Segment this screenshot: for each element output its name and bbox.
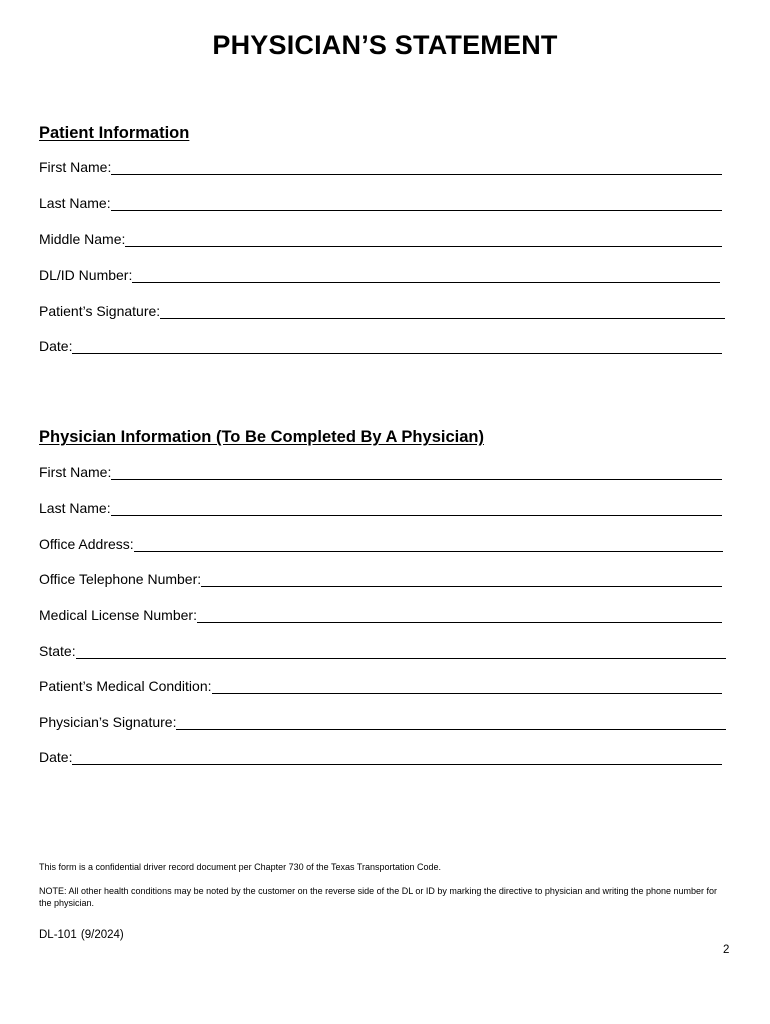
patient-middle-name-label: Middle Name: <box>39 231 126 247</box>
patient-last-name-field <box>39 195 722 211</box>
office-address-field <box>39 536 723 552</box>
physician-last-name-field <box>39 500 722 516</box>
medical-license-number-field <box>39 607 722 623</box>
patient-medical-condition-input[interactable] <box>212 679 722 694</box>
physician-last-name-input[interactable] <box>111 501 722 516</box>
patient-medical-condition-field <box>39 678 722 694</box>
patient-signature-label: Patient’s Signature: <box>39 303 161 319</box>
medical-license-number-label: Medical License Number: <box>39 607 197 623</box>
patient-dl-id-number-field <box>39 267 720 283</box>
physician-first-name-label: First Name: <box>39 464 112 480</box>
patient-dl-id-number-input[interactable] <box>132 268 720 283</box>
physician-signature-label: Physician’s Signature: <box>39 714 177 730</box>
page-title: PHYSICIAN’S STATEMENT <box>212 30 558 60</box>
physician-date-label: Date: <box>39 749 73 765</box>
patient-first-name-input[interactable] <box>111 160 722 175</box>
patient-dl-id-number-label: DL/ID Number: <box>39 267 133 283</box>
office-address-input[interactable] <box>134 537 723 552</box>
physician-first-name-field <box>39 464 722 480</box>
patient-first-name-label: First Name: <box>39 159 112 175</box>
office-telephone-number-label: Office Telephone Number: <box>39 571 202 587</box>
physician-signature-field <box>39 714 726 730</box>
patient-last-name-input[interactable] <box>111 196 722 211</box>
physician-first-name-input[interactable] <box>111 465 722 480</box>
medical-license-number-input[interactable] <box>197 608 722 623</box>
physician-last-name-label: Last Name: <box>39 500 111 516</box>
patient-date-field <box>39 338 722 354</box>
state-label: State: <box>39 643 76 659</box>
physician-signature-input[interactable] <box>176 715 726 730</box>
patient-first-name-field <box>39 159 722 175</box>
state-input[interactable] <box>76 644 726 659</box>
health-conditions-note: NOTE: All other health conditions may be noted by the customer on the reverse side of the DL or ID by marking the directive to physician and writing the phone number for the physician. <box>39 886 718 908</box>
patient-signature-input[interactable] <box>160 304 725 319</box>
page-number: 2 <box>723 944 730 956</box>
patient-information-heading: Patient Information <box>39 124 190 142</box>
patient-medical-condition-label: Patient’s Medical Condition: <box>39 678 212 694</box>
patient-date-label: Date: <box>39 338 73 354</box>
office-telephone-number-field <box>39 571 722 587</box>
physician-date-field <box>39 749 722 765</box>
confidential-note: This form is a confidential driver record document per Chapter 730 of the Texas Transportation Code. <box>39 862 442 872</box>
patient-signature-field <box>39 303 725 319</box>
physician-date-input[interactable] <box>72 750 722 765</box>
office-address-label: Office Address: <box>39 536 134 552</box>
office-telephone-number-input[interactable] <box>201 572 722 587</box>
physician-information-heading: Physician Information (To Be Completed By A Physician) <box>39 428 484 446</box>
patient-middle-name-input[interactable] <box>125 232 722 247</box>
patient-last-name-label: Last Name: <box>39 195 111 211</box>
patient-date-input[interactable] <box>72 339 722 354</box>
state-field <box>39 643 726 659</box>
form-code: DL-101 (9/2024) <box>39 929 124 941</box>
patient-middle-name-field <box>39 231 722 247</box>
